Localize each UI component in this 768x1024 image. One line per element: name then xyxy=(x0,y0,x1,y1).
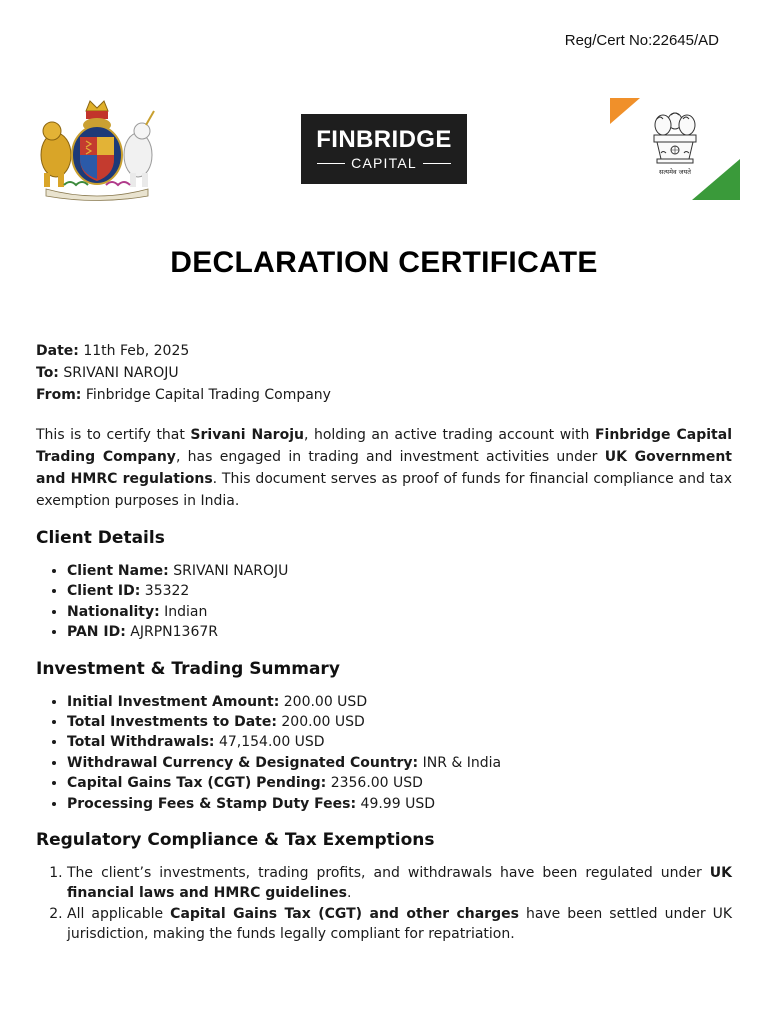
item-value: INR & India xyxy=(422,754,502,771)
item-label: Total Withdrawals: xyxy=(67,734,215,751)
list-item xyxy=(67,692,732,712)
compliance-list xyxy=(36,863,732,945)
item-value: 200.00 USD xyxy=(281,714,365,731)
list-item xyxy=(67,773,732,793)
intro-bold-company: Finbridge Capital Trading Company xyxy=(36,427,732,465)
from-line xyxy=(36,384,732,406)
item-text: . xyxy=(346,885,352,902)
item-value: 47,154.00 USD xyxy=(218,734,325,751)
compliance-heading: Regulatory Compliance & Tax Exemptions xyxy=(36,830,435,851)
logo-line-2: CAPITAL xyxy=(351,155,417,171)
item-value: 49.99 USD xyxy=(360,795,435,812)
document-title: DECLARATION CERTIFICATE xyxy=(170,246,598,279)
list-item xyxy=(67,622,732,642)
logo-rule-right xyxy=(423,163,451,164)
item-value: 2356.00 USD xyxy=(330,775,423,792)
emblem-motto: सत्यमेव जयते xyxy=(659,168,691,176)
reg-cert-number: Reg/Cert No:22645/AD xyxy=(564,32,719,49)
intro-bold-regulations: UK Government and HMRC regulations xyxy=(36,449,732,487)
item-value: 35322 xyxy=(144,583,190,600)
item-label: Total Investments to Date: xyxy=(67,714,277,731)
india-state-emblem-icon xyxy=(607,97,743,203)
list-item xyxy=(67,753,732,773)
intro-paragraph xyxy=(36,424,732,512)
from-value: Finbridge Capital Trading Company xyxy=(85,387,331,403)
item-label: Client ID: xyxy=(67,583,141,600)
item-bold: Capital Gains Tax (CGT) and other charges xyxy=(170,905,519,922)
header-block xyxy=(36,340,732,406)
certificate-body xyxy=(36,340,732,945)
item-label: Processing Fees & Stamp Duty Fees: xyxy=(67,795,357,812)
item-text: All applicable xyxy=(67,905,171,922)
investment-summary-heading: Investment & Trading Summary xyxy=(36,658,340,679)
saffron-triangle xyxy=(610,98,640,124)
intro-text-4: . This document serves as proof of funds for financial compliance and tax exemption purposes in India. xyxy=(36,471,732,509)
item-label: Client Name: xyxy=(67,563,169,579)
item-label: Withdrawal Currency & Designated Country: xyxy=(67,754,419,771)
item-label: Capital Gains Tax (CGT) Pending: xyxy=(67,775,327,792)
to-value: SRIVANI NAROJU xyxy=(63,365,179,381)
list-item xyxy=(67,904,732,945)
list-item xyxy=(67,794,732,814)
item-label: Initial Investment Amount: xyxy=(67,693,280,710)
item-label: Nationality: xyxy=(67,603,160,620)
date-label: Date: xyxy=(36,343,79,359)
to-label: To: xyxy=(36,365,59,381)
royal-coat-of-arms-icon xyxy=(34,97,160,202)
finbridge-capital-logo xyxy=(301,114,467,184)
intro-text-1: This is to certify that xyxy=(36,427,191,443)
green-triangle xyxy=(692,159,740,200)
list-item xyxy=(67,712,732,732)
date-value: 11th Feb, 2025 xyxy=(83,343,190,359)
to-line xyxy=(36,362,732,384)
from-label: From: xyxy=(36,387,82,403)
item-bold: UK financial laws and HMRC guidelines xyxy=(67,865,732,902)
intro-text-3: , has engaged in trading and investment activities under xyxy=(175,449,605,465)
item-text: have been settled under UK jurisdiction, making the funds legally compliant for repatriation. xyxy=(67,905,733,943)
client-details-list xyxy=(36,561,732,643)
item-value: SRIVANI NAROJU xyxy=(173,563,289,579)
list-item xyxy=(67,561,732,581)
logo-rule-left xyxy=(317,163,345,164)
item-label: PAN ID: xyxy=(67,624,126,641)
list-item xyxy=(67,732,732,752)
intro-text-2: , holding an active trading account with xyxy=(303,427,595,443)
list-item xyxy=(67,581,732,601)
date-line xyxy=(36,340,732,362)
item-value: Indian xyxy=(164,603,208,620)
intro-bold-client: Srivani Naroju xyxy=(190,427,304,443)
client-details-heading: Client Details xyxy=(36,528,165,548)
investment-summary-list xyxy=(36,692,732,814)
item-value: AJRPN1367R xyxy=(130,624,219,641)
logo-line-1: FINBRIDGE xyxy=(316,126,452,153)
list-item xyxy=(67,602,732,622)
item-text: The client’s investments, trading profits, and withdrawals have been regulated under xyxy=(67,865,710,882)
list-item xyxy=(67,863,732,904)
item-value: 200.00 USD xyxy=(283,693,368,710)
